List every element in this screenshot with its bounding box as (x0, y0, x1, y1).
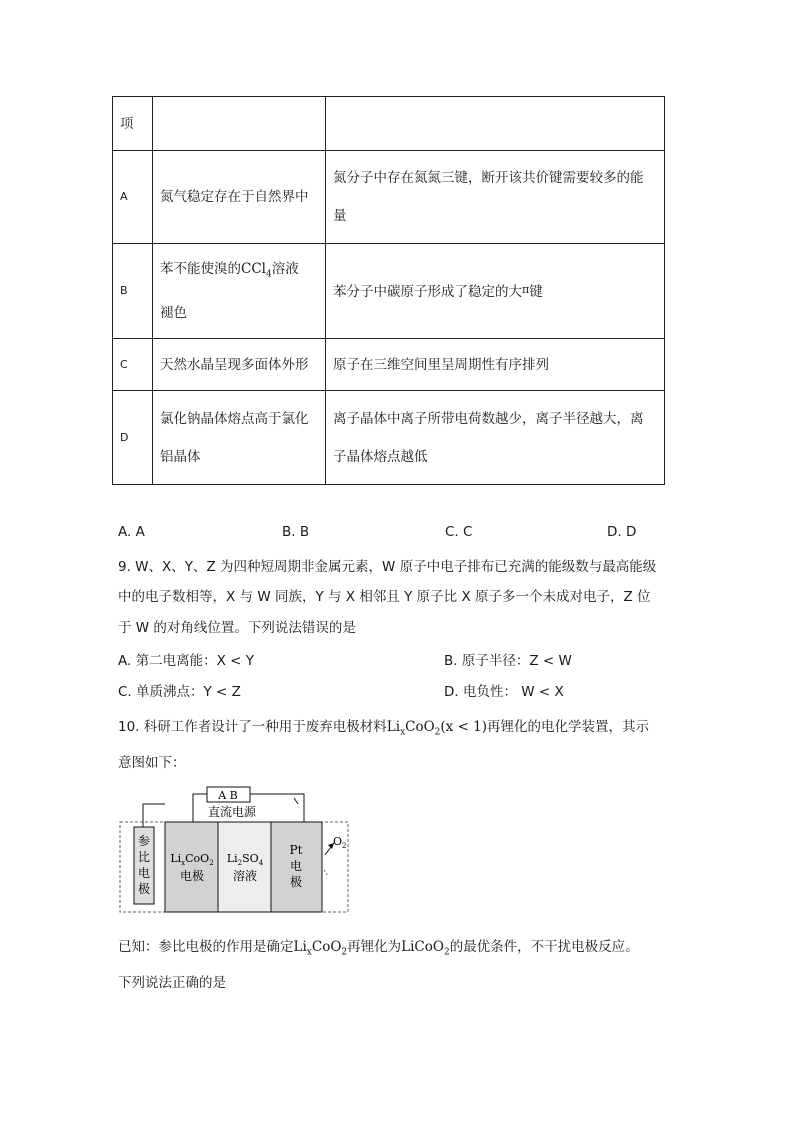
ref-char: 电 (137, 866, 151, 880)
q9-option-d: D. 电负性： W < X (444, 684, 564, 700)
pt-label: Pt (289, 843, 303, 857)
question-8-table (112, 96, 665, 485)
power-source-ab: A B (218, 789, 238, 802)
power-source-label: 直流电源 (207, 805, 257, 819)
header-cell-reason (326, 97, 665, 151)
electrochemical-apparatus-figure (114, 782, 358, 918)
ref-char: 参 (137, 834, 151, 848)
q10-stem-line-2: 意图如下： (118, 755, 186, 771)
li2so4-label: 溶液 (232, 869, 258, 883)
ref-char: 极 (137, 882, 151, 896)
li2so4-formula: $Li_2SO_4$ (226, 852, 264, 867)
row-fact: 氮气稳定存在于自然界中 (153, 151, 326, 244)
q9-option-a: A. 第二电离能：X < Y (118, 653, 254, 669)
q10-known-condition: 已知：参比电极的作用是确定$Li_xCoO_2$再锂化为LiCoO$_2$的最优条件，不干扰电极反应。 (118, 939, 639, 958)
q9-stem-line-1: 9. W、X、Y、Z 为四种短周期非金属元素，W 原子中电子排布已充满的能级数与最高能级 (118, 559, 657, 575)
li2so4-solution (218, 822, 271, 912)
q9-option-c: C. 单质沸点：Y < Z (118, 684, 241, 700)
row-fact: 苯不能使溴的CCl$_4$溶液 褪色 (153, 244, 326, 339)
row-fact: 氯化钠晶体熔点高于氯化 铝晶体 (153, 391, 326, 485)
row-fact: 天然水晶呈现多面体外形 (153, 339, 326, 391)
row-key: C (113, 339, 153, 391)
table-row (113, 339, 665, 391)
table-row (113, 151, 665, 244)
row-reason: 氮分子中存在氮氮三键，断开该共价键需要较多的能 量 (326, 151, 665, 244)
row-key: A (113, 151, 153, 244)
q8-option-d: D. D (607, 524, 637, 540)
switch (294, 798, 298, 804)
lixcoo2-formula: $Li_xCoO_2$ (170, 852, 214, 867)
q8-option-c: C. C (445, 524, 473, 540)
row-key: D (113, 391, 153, 485)
q9-stem-line-3: 于 W 的对角线位置。下列说法错误的是 (118, 620, 356, 636)
q8-option-b: B. B (282, 524, 310, 540)
table-row (113, 244, 665, 339)
lixcoo2-electrode (165, 822, 218, 912)
row-reason: 离子晶体中离子所带电荷数越少，离子半径越大，离 子晶体熔点越低 (326, 391, 665, 485)
table-row (113, 391, 665, 485)
pt-label: 极 (289, 875, 303, 889)
wire-to-cathode (193, 794, 207, 822)
q9-option-b: B. 原子半径：Z < W (444, 653, 572, 669)
q9-stem-line-2: 中的电子数相等，X 与 W 同族，Y 与 X 相邻且 Y 原子比 X 原子多一个未成对电子，Z 位 (118, 589, 651, 605)
row-reason: 原子在三维空间里呈周期性有序排列 (326, 339, 665, 391)
q8-option-a: A. A (118, 524, 145, 540)
row-reason: 苯分子中碳原子形成了稳定的大$^\pi$键 (326, 244, 665, 339)
lixcoo2-label: 电极 (179, 869, 205, 883)
ref-char: 比 (137, 850, 151, 864)
table-header-row (113, 97, 665, 151)
q10-question: 下列说法正确的是 (118, 975, 226, 991)
pt-label: 电 (289, 859, 303, 873)
q10-stem-line-1: 10. 科研工作者设计了一种用于废弃电极材料$Li_xCoO_2(x < 1)$再锂化的电化学装置，其示 (118, 719, 650, 738)
row-key: B (113, 244, 153, 339)
header-cell-item: 项 (113, 97, 153, 151)
o2-label: $O_2$ (333, 835, 347, 850)
header-cell-fact (153, 97, 326, 151)
